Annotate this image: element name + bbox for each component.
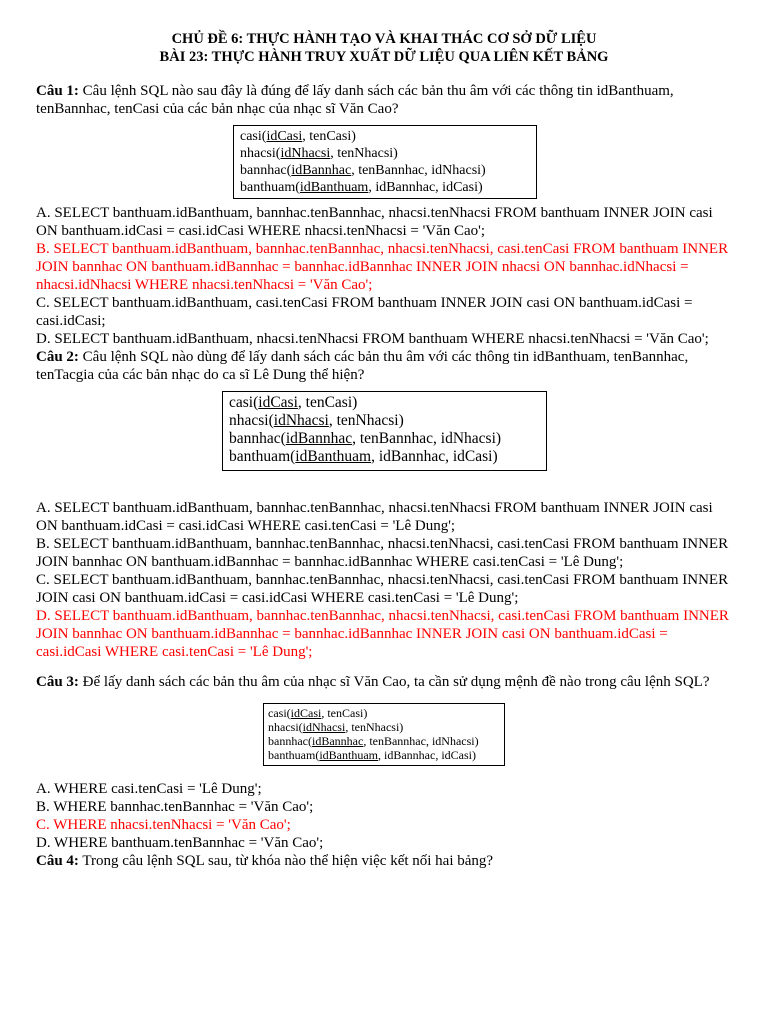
question-3-label: Câu 3: — [36, 674, 79, 690]
question-3 — [36, 673, 732, 691]
document-header — [36, 30, 732, 66]
schema-row-nhacsi: nhacsi(idNhacsi, tenNhacsi) — [240, 146, 398, 161]
topic-title: CHỦ ĐỀ 6: THỰC HÀNH TẠO VÀ KHAI THÁC CƠ SỞ DỮ LIỆU — [171, 31, 597, 47]
schema-row-banthuam: banthuam(idBanthuam, idBannhac, idCasi) — [229, 448, 498, 465]
schema-row-bannhac: bannhac(idBannhac, tenBannhac, idNhacsi) — [229, 430, 502, 447]
q3-option-b: B. WHERE bannhac.tenBannhac = 'Văn Cao'; — [36, 799, 314, 815]
q2-option-d-correct: D. SELECT banthuam.idBanthuam, bannhac.tenBannhac, nhacsi.tenNhacsi, casi.tenCasi FROM banthuam INNER JOIN bannhac ON banthuam.idBannhac = bannhac.idBannhac INNER JOIN casi ON banthuam.idCasi = casi.idCasi WHERE casi.tenCasi = 'Lê Dung'; — [36, 608, 729, 660]
question-4-label: Câu 4: — [36, 853, 79, 869]
schema-row-nhacsi: nhacsi(idNhacsi, tenNhacsi) — [268, 720, 404, 734]
q1-option-c: C. SELECT banthuam.idBanthuam, casi.tenCasi FROM banthuam INNER JOIN casi ON banthuam.idCasi = casi.idCasi; — [36, 295, 693, 329]
q1-option-d: D. SELECT banthuam.idBanthuam, nhacsi.tenNhacsi FROM banthuam WHERE nhacsi.tenNhacsi = 'Văn Cao'; — [36, 331, 709, 347]
schema-row-banthuam: banthuam(idBanthuam, idBannhac, idCasi) — [240, 180, 483, 195]
question-2 — [36, 348, 732, 384]
q2-option-b: B. SELECT banthuam.idBanthuam, bannhac.tenBannhac, nhacsi.tenNhacsi, casi.tenCasi FROM banthuam INNER JOIN bannhac ON banthuam.idBannhac = bannhac.idBannhac WHERE casi.tenCasi = 'Lê Dung'; — [36, 536, 729, 570]
question-2-text: Câu lệnh SQL nào dùng để lấy danh sách các bản thu âm với các thông tin idBanthuam, tenBannhac, tenTacgia của các bản nhạc do ca sĩ Lê Dung thể hiện? — [36, 349, 689, 383]
schema-row-casi: casi(idCasi, tenCasi) — [268, 706, 368, 720]
question-4-text: Trong câu lệnh SQL sau, từ khóa nào thể hiện việc kết nối hai bảng? — [78, 853, 494, 869]
q2-option-c: C. SELECT banthuam.idBanthuam, bannhac.tenBannhac, nhacsi.tenNhacsi, casi.tenCasi FROM banthuam INNER JOIN casi ON banthuam.idCasi = casi.idCasi WHERE casi.tenCasi = 'Lê Dung'; — [36, 572, 729, 606]
schema-row-bannhac: bannhac(idBannhac, tenBannhac, idNhacsi) — [240, 163, 486, 178]
schema-row-casi: casi(idCasi, tenCasi) — [229, 394, 358, 411]
q3-option-d: D. WHERE banthuam.tenBannhac = 'Văn Cao'; — [36, 835, 324, 851]
q1-option-a: A. SELECT banthuam.idBanthuam, bannhac.tenBannhac, nhacsi.tenNhacsi FROM banthuam INNER JOIN casi ON banthuam.idCasi = casi.idCasi WHERE nhacsi.tenNhacsi = 'Văn Cao'; — [36, 205, 713, 239]
question-2-label: Câu 2: — [36, 349, 79, 365]
q1-option-b-correct: B. SELECT banthuam.idBanthuam, bannhac.tenBannhac, nhacsi.tenNhacsi, casi.tenCasi FROM banthuam INNER JOIN bannhac ON banthuam.idBannhac = bannhac.idBannhac INNER JOIN nhacsi ON bannhac.idNhacsi = nhacsi.idNhacsi WHERE nhacsi.tenNhacsi = 'Văn Cao'; — [36, 241, 729, 293]
question-1-label: Câu 1: — [36, 83, 79, 99]
schema-row-banthuam: banthuam(idBanthuam, idBannhac, idCasi) — [268, 748, 476, 762]
lesson-title: BÀI 23: THỰC HÀNH TRUY XUẤT DỮ LIỆU QUA LIÊN KẾT BẢNG — [159, 49, 609, 65]
question-3-text: Để lấy danh sách các bản thu âm của nhạc sĩ Văn Cao, ta cần sử dụng mệnh đề nào trong câu lệnh SQL? — [78, 674, 710, 690]
document-page — [36, 30, 732, 870]
q2-option-a: A. SELECT banthuam.idBanthuam, bannhac.tenBannhac, nhacsi.tenNhacsi FROM banthuam INNER JOIN casi ON banthuam.idCasi = casi.idCasi WHERE casi.tenCasi = 'Lê Dung'; — [36, 500, 713, 534]
q3-option-a: A. WHERE casi.tenCasi = 'Lê Dung'; — [36, 781, 262, 797]
question-4 — [36, 852, 732, 870]
question-1-text: Câu lệnh SQL nào sau đây là đúng để lấy danh sách các bản thu âm với các thông tin idBanthuam, tenBannhac, tenCasi của các bản nhạc của nhạc sĩ Văn Cao? — [36, 83, 674, 117]
question-1 — [36, 82, 732, 118]
schema-box-2 — [222, 391, 547, 471]
schema-box-3 — [263, 703, 505, 766]
schema-row-bannhac: bannhac(idBannhac, tenBannhac, idNhacsi) — [268, 734, 479, 748]
schema-row-nhacsi: nhacsi(idNhacsi, tenNhacsi) — [229, 412, 404, 429]
schema-row-casi: casi(idCasi, tenCasi) — [240, 129, 356, 144]
schema-box-1 — [233, 125, 537, 199]
q3-option-c-correct: C. WHERE nhacsi.tenNhacsi = 'Văn Cao'; — [36, 817, 291, 833]
